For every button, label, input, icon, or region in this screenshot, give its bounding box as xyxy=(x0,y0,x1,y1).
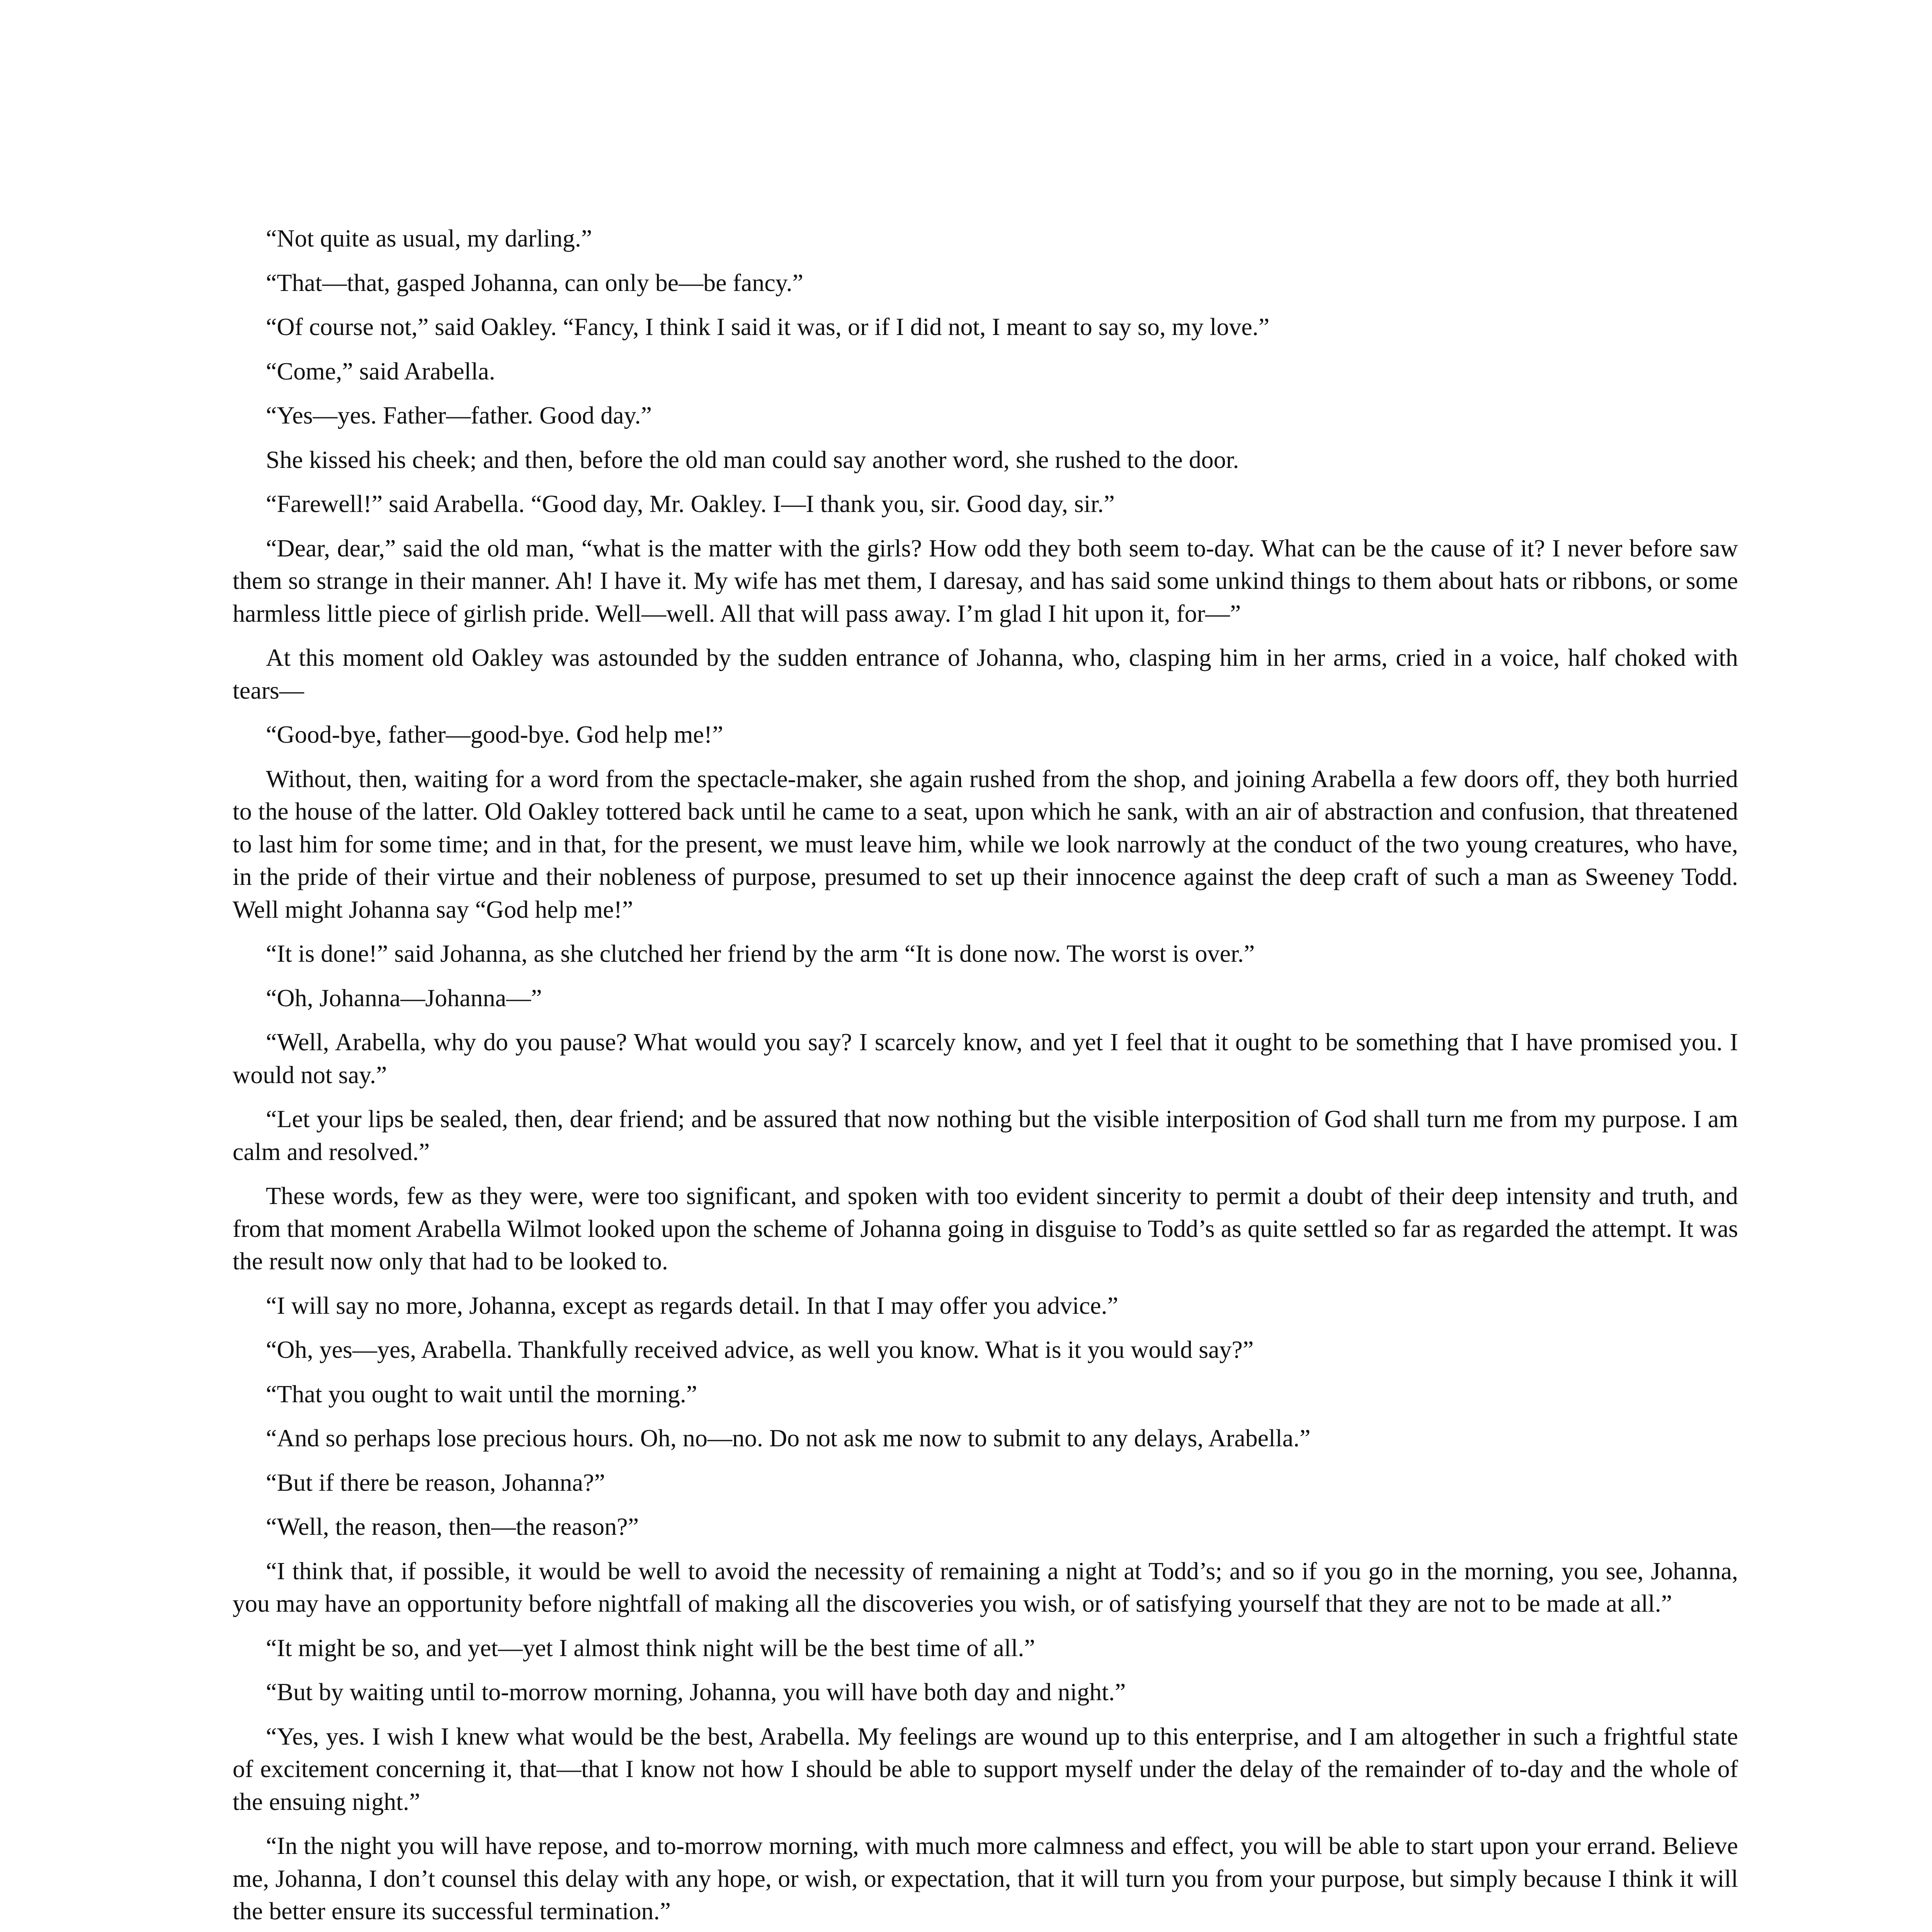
paragraph: “Yes, yes. I wish I knew what would be the best, Arabella. My feelings are wound up to this enterprise, and I am altogether in such a frightful state of excitement concerning it, that—that I know not how I should be able to support myself under the delay of the remainder of to-day and the whole of the ensuing night.” xyxy=(233,1722,1738,1815)
paragraph: “Not quite as usual, my darling.” xyxy=(266,224,592,252)
paragraph: “But by waiting until to-morrow morning, Johanna, you will have both day and night.” xyxy=(266,1678,1126,1706)
paragraph: “Let your lips be sealed, then, dear friend; and be assured that now nothing but the visible interposition of God shall turn me from my purpose. I am calm and resolved.” xyxy=(233,1105,1738,1165)
paragraph: She kissed his cheek; and then, before the old man could say another word, she rushed to the door. xyxy=(266,446,1239,473)
story-text xyxy=(233,222,1738,1932)
paragraph: “It might be so, and yet—yet I almost think night will be the best time of all.” xyxy=(266,1634,1035,1662)
paragraph: “Well, Arabella, why do you pause? What would you say? I scarcely know, and yet I feel that it ought to be something that I have promised you. I would not say.” xyxy=(233,1028,1738,1088)
paragraph: “Dear, dear,” said the old man, “what is the matter with the girls? How odd they both seem to-day. What can be the cause of it? I never before saw them so strange in their manner. Ah! I have it. My wife has met them, I daresay, and has said some unkind things to them about hats or ribbons, or some harmless little piece of girlish pride. Well—well. All that will pass away. I’m glad I hit upon it, for—” xyxy=(233,534,1738,627)
paragraph: “Well, the reason, then—the reason?” xyxy=(266,1513,639,1540)
paragraph: “That—that, gasped Johanna, can only be—be fancy.” xyxy=(266,269,803,296)
paragraph: “Oh, Johanna—Johanna—” xyxy=(266,984,542,1012)
paragraph: “But if there be reason, Johanna?” xyxy=(266,1468,605,1496)
paragraph: Without, then, waiting for a word from the spectacle-maker, she again rushed from the shop, and joining Arabella a few doors off, they both hurried to the house of the latter. Old Oakley tottered back until he came to a seat, upon which he sank, with an air of abstraction and confusion, that threatened to last him for some time; and in that, for the present, we must leave him, while we look narrowly at the conduct of the two young creatures, who have, in the pride of their virtue and their nobleness of purpose, presumed to set up their innocence against the deep craft of such a man as Sweeney Todd. Well might Johanna say “God help me!” xyxy=(233,765,1738,923)
paragraph: At this moment old Oakley was astounded by the sudden entrance of Johanna, who, clasping him in her arms, cried in a voice, half choked with tears— xyxy=(233,644,1738,704)
paragraph: “Of course not,” said Oakley. “Fancy, I think I said it was, or if I did not, I meant to say so, my love.” xyxy=(266,313,1270,340)
paragraph: “Good-bye, father—good-bye. God help me!” xyxy=(266,721,723,748)
paragraph: “Come,” said Arabella. xyxy=(266,357,495,385)
paragraph: “I think that, if possible, it would be well to avoid the necessity of remaining a night at Todd’s; and so if you go in the morning, you see, Johanna, you may have an opportunity before nightfall of making all the discoveries you wish, or of satisfying yourself that they are not to be made at all.” xyxy=(233,1557,1738,1617)
paragraph: “Oh, yes—yes, Arabella. Thankfully received advice, as well you know. What is it you would say?” xyxy=(266,1336,1254,1363)
paragraph: “And so perhaps lose precious hours. Oh, no—no. Do not ask me now to submit to any delays, Arabella.” xyxy=(266,1424,1311,1452)
paragraph: “Yes—yes. Father—father. Good day.” xyxy=(266,401,652,429)
paragraph: “It is done!” said Johanna, as she clutched her friend by the arm “It is done now. The worst is over.” xyxy=(266,940,1255,967)
paragraph: “I will say no more, Johanna, except as regards detail. In that I may offer you advice.” xyxy=(266,1291,1118,1319)
paragraph: “In the night you will have repose, and to-morrow morning, with much more calmness and effect, you will be able to start upon your errand. Believe me, Johanna, I don’t counsel this delay with any hope, or wish, or expectation, that it will turn you from your purpose, but simply because I think it will the better ensure its successful termination.” xyxy=(233,1832,1738,1925)
paragraph: These words, few as they were, were too significant, and spoken with too evident sincerity to permit a doubt of their deep intensity and truth, and from that moment Arabella Wilmot looked upon the scheme of Johanna going in disguise to Todd’s as quite settled so far as regarded the attempt. It was the result now only that had to be looked to. xyxy=(233,1182,1738,1275)
paragraph: “Farewell!” said Arabella. “Good day, Mr. Oakley. I—I thank you, sir. Good day, sir.” xyxy=(266,490,1115,517)
paragraph: “That you ought to wait until the morning.” xyxy=(266,1380,697,1408)
